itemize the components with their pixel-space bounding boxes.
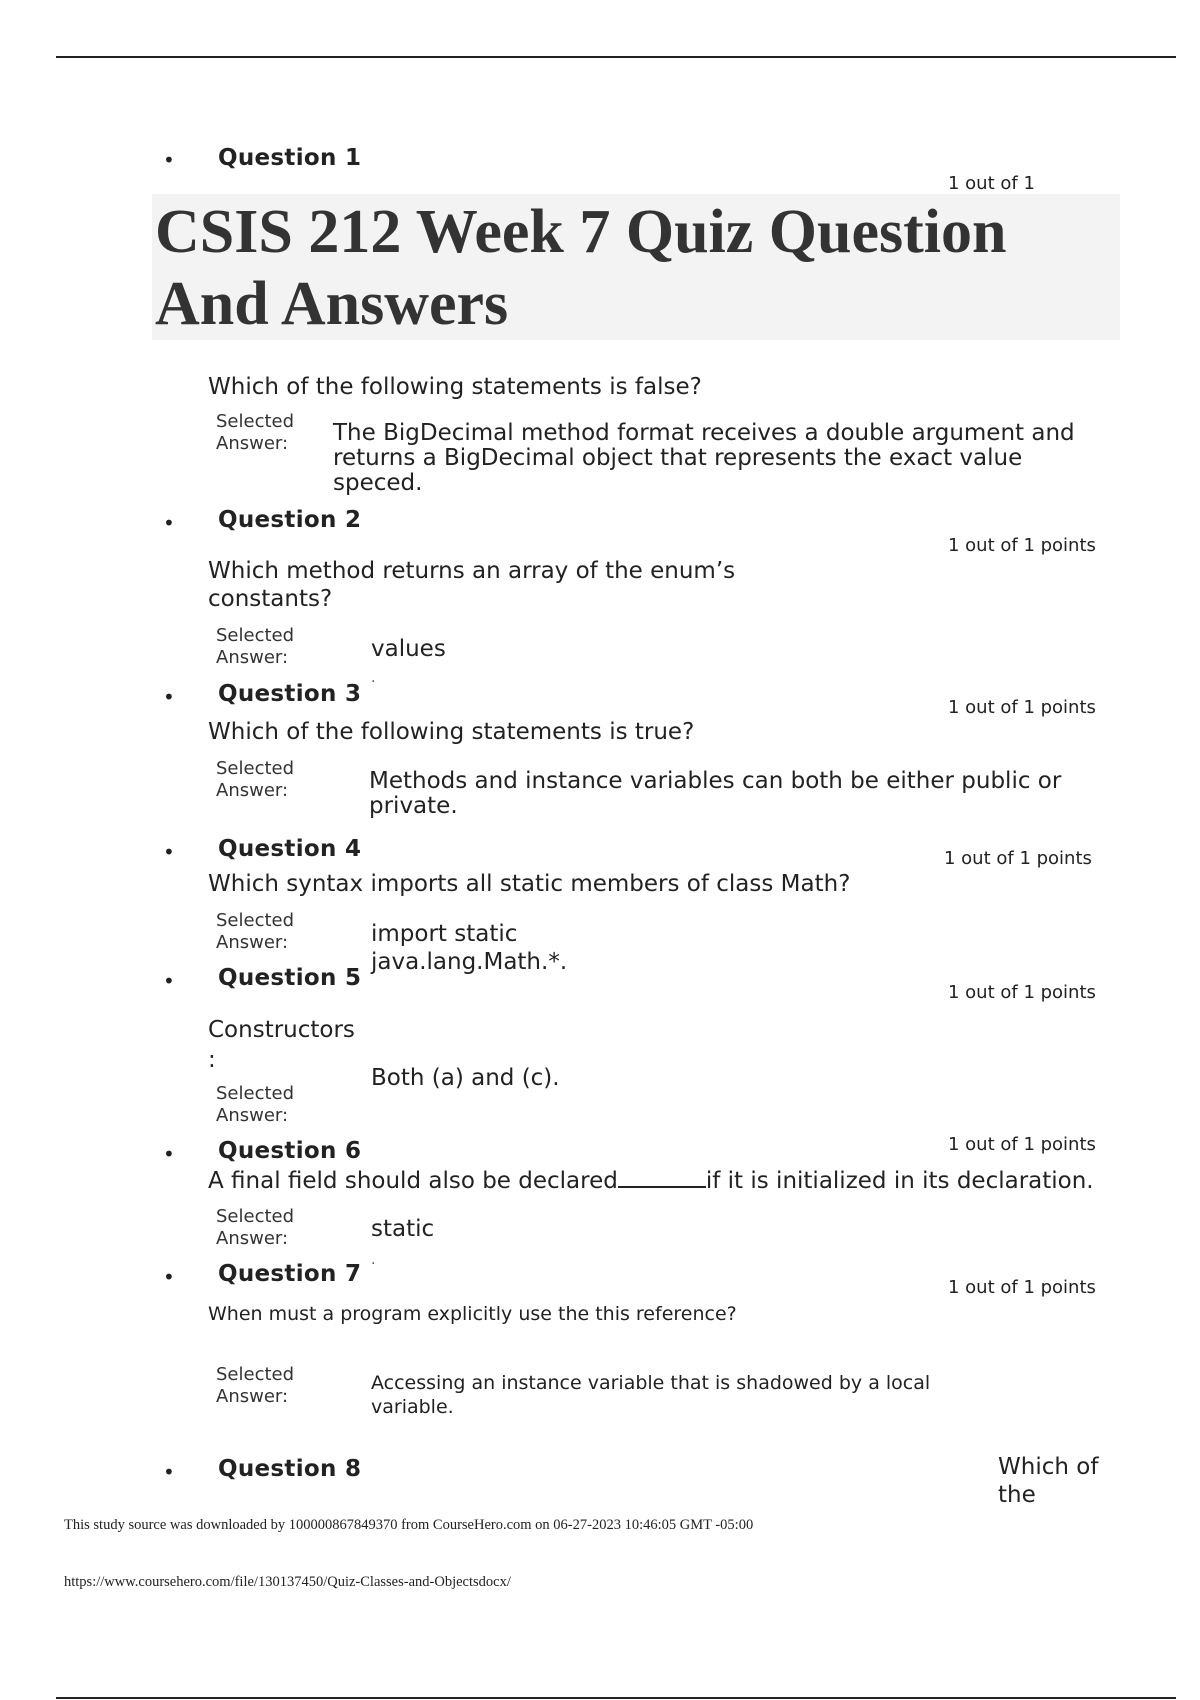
mark-tick: ·	[371, 1256, 376, 1272]
question-7-answer: Accessing an instance variable that is shadowed by a local variable.	[371, 1372, 931, 1418]
question-1-heading: Question 1	[218, 145, 362, 171]
question-4-points: 1 out of 1 points	[944, 848, 1092, 869]
question-6-text	[208, 1166, 1094, 1195]
question-6-answer: static	[371, 1216, 435, 1242]
question-7-points: 1 out of 1 points	[948, 1277, 1096, 1298]
document-title: CSIS 212 Week 7 Quiz Question And Answers	[155, 198, 1007, 338]
question-6-text-before: A final field should also be declared	[208, 1168, 618, 1194]
question-3-text: Which of the following statements is true?	[208, 719, 695, 745]
question-5-heading: Question 5	[218, 965, 362, 991]
question-3-heading: Question 3	[218, 681, 362, 707]
source-url: https://www.coursehero.com/file/130137450/Quiz-Classes-and-Objectsdocx/	[64, 1574, 511, 1590]
question-6-selected-label: Selected Answer:	[216, 1206, 295, 1249]
question-7-heading: Question 7	[218, 1261, 362, 1287]
question-6-bullet: •	[163, 1142, 175, 1166]
question-4-text: Which syntax imports all static members of class Math?	[208, 871, 851, 897]
question-4-answer: import static java.lang.Math.*.	[371, 921, 568, 975]
mark-tick: ·	[371, 674, 376, 690]
question-2-text: Which method returns an array of the enum’s constants?	[208, 558, 736, 612]
question-6-text-after: if it is initialized in its declaration.	[705, 1168, 1094, 1194]
question-5-bullet: •	[163, 969, 175, 993]
question-5-points: 1 out of 1 points	[948, 982, 1096, 1003]
question-6-blank	[618, 1166, 706, 1188]
question-6-heading: Question 6	[218, 1138, 362, 1164]
question-5-answer: Both (a) and (c).	[371, 1065, 560, 1091]
download-notice: This study source was downloaded by 100000867849370 from CourseHero.com on 06-27-2023 10:46:05 GMT -05:00	[64, 1517, 754, 1533]
question-8-heading: Question 8	[218, 1456, 362, 1482]
top-rule	[56, 56, 1176, 58]
question-2-answer: values	[371, 636, 446, 662]
question-3-bullet: •	[163, 685, 175, 709]
question-1-points: 1 out of 1	[948, 173, 1035, 194]
question-1-bullet: •	[163, 148, 175, 172]
question-7-text: When must a program explicitly use the this reference?	[208, 1303, 737, 1325]
question-4-bullet: •	[163, 840, 175, 864]
question-6-points: 1 out of 1 points	[948, 1134, 1096, 1155]
question-2-heading: Question 2	[218, 507, 362, 533]
question-2-bullet: •	[163, 511, 175, 535]
question-3-selected-label: Selected Answer:	[216, 758, 295, 801]
question-5-selected-label: Selected Answer:	[216, 1083, 295, 1126]
question-1-answer: The BigDecimal method format receives a double argument and returns a BigDecimal object that represents the exact value speced.	[333, 420, 1075, 496]
question-7-selected-label: Selected Answer:	[216, 1364, 295, 1407]
question-5-text: Constructors :	[208, 1017, 355, 1073]
bottom-rule	[56, 1697, 1176, 1699]
question-8-bullet: •	[163, 1460, 175, 1484]
question-2-points: 1 out of 1 points	[948, 535, 1096, 556]
question-1-text: Which of the following statements is false?	[208, 374, 702, 400]
question-3-points: 1 out of 1 points	[948, 697, 1096, 718]
question-8-text: Which of the	[998, 1454, 1099, 1508]
question-4-heading: Question 4	[218, 836, 362, 862]
question-3-answer: Methods and instance variables can both be either public or private.	[369, 768, 1062, 819]
question-2-selected-label: Selected Answer:	[216, 625, 295, 668]
question-7-bullet: •	[163, 1265, 175, 1289]
question-4-selected-label: Selected Answer:	[216, 910, 295, 953]
question-1-selected-label: Selected Answer:	[216, 411, 295, 454]
